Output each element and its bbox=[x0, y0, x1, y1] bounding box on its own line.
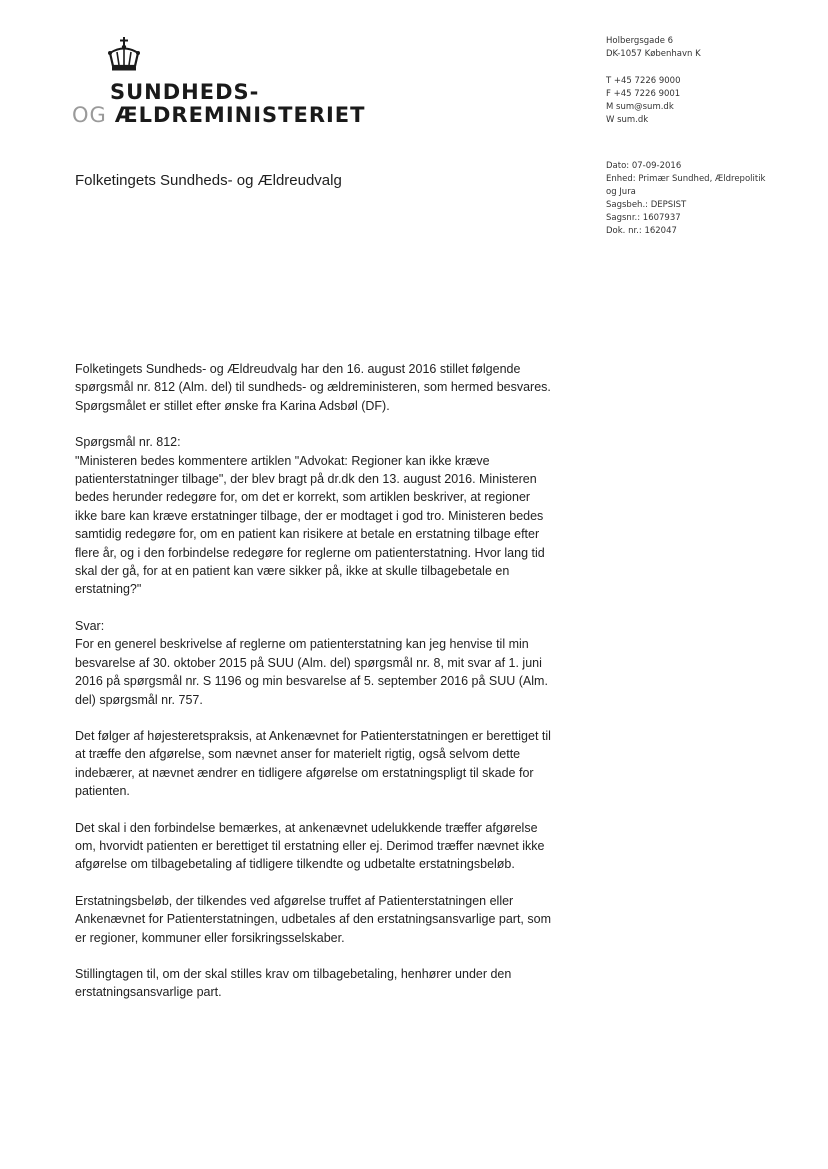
answer-paragraph-1: For en generel beskrivelse af reglerne om patienterstatning kan jeg henvise til min besvarelse af 30. oktober 2015 på SUU (Alm. del) spørgsmål nr. 8, mit svar af 1. juni 2016 på spørgsmål nr. S 1196 og min besvarelse af 5. september 2016 på SUU (Alm. del) spørgsmål nr. 757. bbox=[75, 637, 548, 707]
address-line2: DK-1057 København K bbox=[606, 49, 701, 59]
contact-block bbox=[606, 35, 701, 127]
case-handler: Sagsbeh.: DEPSIST bbox=[606, 200, 687, 210]
letter-body bbox=[75, 360, 555, 1020]
unit: Enhed: Primær Sundhed, Ældrepolitik og Jura bbox=[606, 174, 766, 197]
case-number: Sagsnr.: 1607937 bbox=[606, 213, 681, 223]
recipient: Folketingets Sundheds- og Ældreudvalg bbox=[75, 172, 342, 189]
answer-paragraph-3: Det skal i den forbindelse bemærkes, at ankenævnet udelukkende træffer afgørelse om, hvorvidt patienten er berettiget til erstatning eller ej. Derimod træffer nævnet ikke afgørelse om tilbagebetaling af tidligere tilkendte og udbetalte erstatningsbeløb. bbox=[75, 820, 545, 872]
crown-icon bbox=[104, 36, 144, 74]
logo-text-line2 bbox=[72, 103, 365, 127]
answer-paragraph-2: Det følger af højesteretspraksis, at Ankenævnet for Patienterstatningen er berettiget til at træffe den afgørelse, som nævnet anser for materielt rigtig, også selvom dette indebærer, at nævnet ændrer en tidligere afgørelse om erstatningspligt til skade for patienten. bbox=[75, 728, 551, 799]
address-line1: Holbergsgade 6 bbox=[606, 36, 674, 46]
intro-paragraph: Folketingets Sundheds- og Ældreudvalg har den 16. august 2016 stillet følgende spørgsmål nr. 812 (Alm. del) til sundheds- og ældreministeren, som hermed besvares. Spørgsmålet er stillet efter ønske fra Karina Adsbøl (DF). bbox=[75, 362, 551, 413]
case-meta bbox=[606, 160, 776, 238]
fax: F +45 7226 9001 bbox=[606, 89, 681, 99]
email: M sum@sum.dk bbox=[606, 102, 674, 112]
logo-text-line1: SUNDHEDS- bbox=[110, 80, 260, 104]
date: Dato: 07-09-2016 bbox=[606, 161, 682, 171]
document-number: Dok. nr.: 162047 bbox=[606, 226, 677, 236]
logo-og: OG bbox=[72, 103, 107, 127]
question-text: "Ministeren bedes kommentere artiklen "Advokat: Regioner kan ikke kræve patienterstatninger tilbage", der blev bragt på dr.dk den 13. august 2016. Ministeren bedes herunder redegøre for, om det er korrekt, som artiklen beskriver, at regioner ikke bare kan kræve erstatninger tilbage, der er modtaget i god tro. Ministeren bedes samtidig redegøre for, om en patient kan risikere at betale en erstatning tilbage efter flere år, og i den forbindelse redegøre for reglerne om patienterstatning. Hvor lang tid skal der gå, for at en patient kan være sikker på, ikke at skulle tilbagebetale en erstatning?" bbox=[75, 453, 545, 597]
answer-label: Svar: bbox=[75, 618, 105, 633]
logo-ministry: ÆLDREMINISTERIET bbox=[114, 103, 366, 127]
answer-paragraph-4: Erstatningsbeløb, der tilkendes ved afgørelse truffet af Patienterstatningen eller Ankenævnet for Patienterstatningen, udbetales af den erstatningsansvarlige part, som er regioner, kommuner eller forsikringsselskaber. bbox=[75, 893, 551, 945]
phone: T +45 7226 9000 bbox=[606, 76, 681, 86]
question-section bbox=[75, 433, 555, 599]
question-label: Spørgsmål nr. 812: bbox=[75, 435, 181, 450]
answer-paragraph-5: Stillingtagen til, om der skal stilles krav om tilbagebetaling, henhører under den erstatningsansvarlige part. bbox=[75, 966, 512, 1000]
answer-section bbox=[75, 617, 555, 709]
website: W sum.dk bbox=[606, 115, 649, 125]
